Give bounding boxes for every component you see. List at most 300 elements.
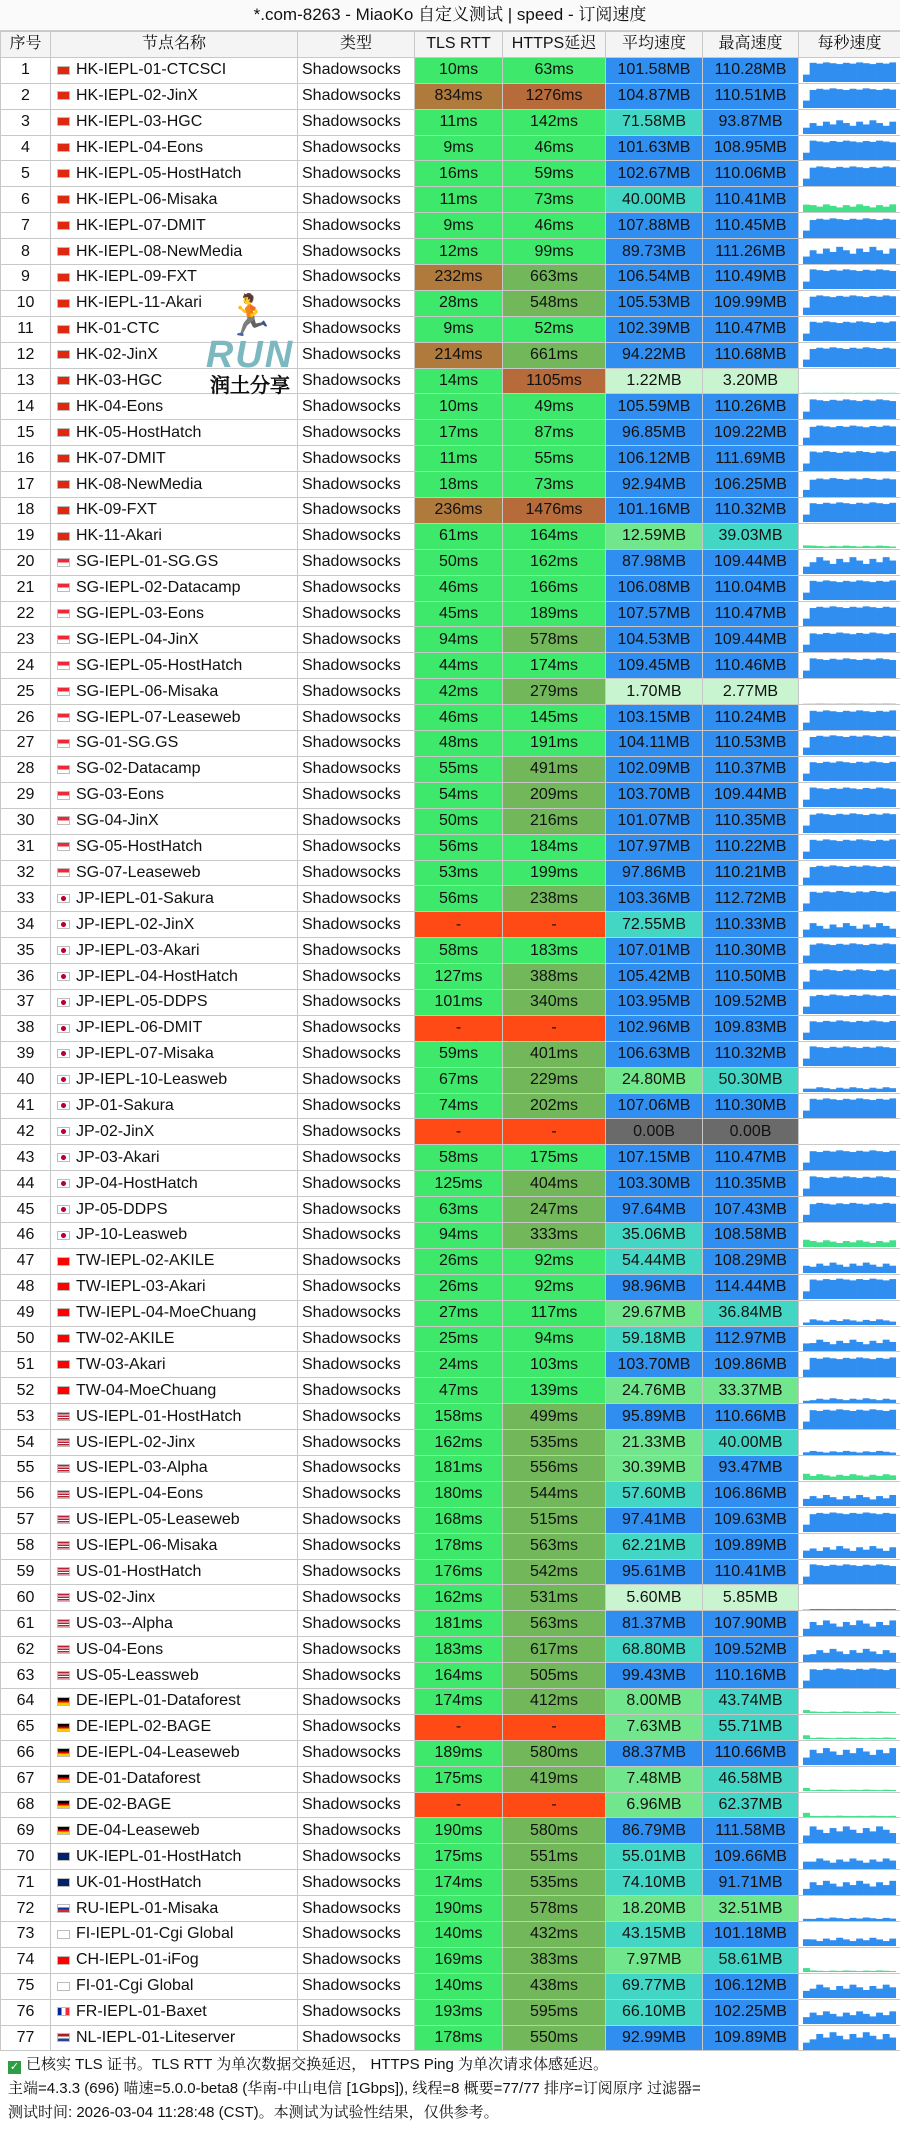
node-name: HK-IEPL-09-FXT bbox=[76, 268, 197, 286]
table-row[interactable] bbox=[1, 1844, 900, 1870]
table-row[interactable] bbox=[1, 1870, 900, 1896]
node-name: HK-09-FXT bbox=[76, 501, 157, 519]
sparkline-bar bbox=[843, 349, 850, 367]
jp-flag-icon bbox=[57, 1231, 70, 1240]
table-row[interactable] bbox=[1, 938, 900, 964]
avg-speed: 87.98MB bbox=[606, 549, 703, 575]
sparkline-bar bbox=[889, 1476, 896, 1481]
sparkline-bar bbox=[816, 1340, 823, 1351]
sparkline-bar bbox=[889, 1178, 896, 1196]
https-delay: 340ms bbox=[503, 989, 606, 1015]
table-row[interactable] bbox=[1, 342, 900, 368]
node-name: JP-05-DDPS bbox=[76, 1200, 168, 1218]
jp-flag-icon bbox=[57, 894, 70, 903]
sparkline-bar bbox=[889, 944, 896, 963]
table-row[interactable] bbox=[1, 290, 900, 316]
https-delay: 505ms bbox=[503, 1663, 606, 1689]
table-row[interactable] bbox=[1, 1818, 900, 1844]
sparkline-bar bbox=[850, 1917, 857, 1920]
sparkline-bar bbox=[823, 1476, 830, 1481]
sparkline-bar bbox=[876, 1654, 883, 1662]
tls-rtt: 56ms bbox=[415, 886, 503, 912]
hk-flag-icon bbox=[57, 350, 70, 359]
table-row[interactable] bbox=[1, 57, 900, 83]
sparkline-bar bbox=[883, 1281, 890, 1300]
table-row[interactable] bbox=[1, 1766, 900, 1792]
column-header-https-delay[interactable]: HTTPS延迟 bbox=[503, 32, 606, 58]
node-type: Shadowsocks bbox=[298, 290, 415, 316]
per-second-sparkline bbox=[799, 1818, 900, 1844]
table-row[interactable] bbox=[1, 1973, 900, 1999]
uk-flag-icon bbox=[57, 1878, 70, 1887]
table-row[interactable] bbox=[1, 161, 900, 187]
row-index: 35 bbox=[1, 938, 51, 964]
table-row[interactable] bbox=[1, 1740, 900, 1766]
max-speed: 109.89MB bbox=[703, 2025, 799, 2051]
avg-speed: 24.76MB bbox=[606, 1378, 703, 1404]
sparkline-bar bbox=[830, 452, 837, 471]
table-row[interactable] bbox=[1, 1637, 900, 1663]
node-name: JP-04-HostHatch bbox=[76, 1174, 198, 1192]
column-header-type[interactable]: 类型 bbox=[298, 32, 415, 58]
table-row[interactable] bbox=[1, 83, 900, 109]
row-index: 13 bbox=[1, 368, 51, 394]
sparkline-bar bbox=[850, 1243, 857, 1248]
sparkline-bar bbox=[803, 282, 810, 289]
max-speed: 110.50MB bbox=[703, 964, 799, 990]
sparkline-bar bbox=[816, 1281, 823, 1300]
avg-speed: 99.43MB bbox=[606, 1663, 703, 1689]
sparkline-bar bbox=[869, 1088, 876, 1092]
sparkline-bar bbox=[850, 1411, 857, 1429]
sparkline-bar bbox=[869, 1279, 876, 1299]
node-name: TW-02-AKILE bbox=[76, 1329, 175, 1347]
sparkline-chart bbox=[803, 1301, 896, 1325]
sparkline-bar bbox=[876, 1047, 883, 1067]
row-index: 26 bbox=[1, 705, 51, 731]
sparkline-bar bbox=[803, 1343, 810, 1351]
table-row[interactable] bbox=[1, 1352, 900, 1378]
tw-flag-icon bbox=[57, 1360, 70, 1369]
table-row[interactable] bbox=[1, 446, 900, 472]
sparkline-bar bbox=[869, 453, 876, 471]
sparkline-chart bbox=[803, 1897, 896, 1921]
table-row[interactable] bbox=[1, 601, 900, 627]
avg-speed: 29.67MB bbox=[606, 1300, 703, 1326]
table-row[interactable] bbox=[1, 679, 900, 705]
sparkline-bar bbox=[836, 426, 843, 445]
sparkline-bar bbox=[889, 1713, 896, 1714]
sparkline-bar bbox=[863, 1648, 870, 1661]
table-row[interactable] bbox=[1, 472, 900, 498]
sparkline-bar bbox=[823, 271, 830, 289]
sparkline-bar bbox=[889, 1048, 896, 1066]
sparkline-bar bbox=[850, 557, 857, 574]
https-delay: 491ms bbox=[503, 756, 606, 782]
table-row[interactable] bbox=[1, 1663, 900, 1689]
node-name-cell bbox=[51, 1248, 298, 1274]
avg-speed: 106.54MB bbox=[606, 265, 703, 291]
sparkline-chart bbox=[803, 1172, 896, 1196]
footer-line-config: 主端=4.3.3 (696) 喵速=5.0.0-beta8 (华南-中山电信 [1Gbps]), 线程=8 概要=77/77 排序=订阅原序 过滤器= bbox=[8, 2080, 701, 2098]
node-name-cell bbox=[51, 1766, 298, 1792]
hk-flag-icon bbox=[57, 506, 70, 515]
sparkline-bar bbox=[850, 505, 857, 523]
sparkline-bar bbox=[836, 120, 843, 134]
sparkline-bar bbox=[850, 814, 857, 834]
table-row[interactable] bbox=[1, 1792, 900, 1818]
table-row[interactable] bbox=[1, 1947, 900, 1973]
sparkline-bar bbox=[876, 788, 883, 807]
sparkline-bar bbox=[823, 90, 830, 108]
table-row[interactable] bbox=[1, 420, 900, 446]
avg-speed: 105.53MB bbox=[606, 290, 703, 316]
sparkline-bar bbox=[869, 1177, 876, 1195]
sparkline-bar bbox=[810, 840, 817, 859]
sparkline-bar bbox=[876, 1738, 883, 1739]
sparkline-bar bbox=[869, 1048, 876, 1066]
node-name: JP-IEPL-03-Akari bbox=[76, 941, 200, 959]
table-row[interactable] bbox=[1, 394, 900, 420]
sparkline-bar bbox=[856, 1652, 863, 1661]
column-header-max-speed[interactable]: 最高速度 bbox=[703, 32, 799, 58]
sparkline-bar bbox=[803, 1813, 810, 1817]
row-index: 1 bbox=[1, 57, 51, 83]
sparkline-bar bbox=[883, 1738, 890, 1739]
node-name-cell bbox=[51, 1119, 298, 1145]
row-index: 71 bbox=[1, 1870, 51, 1896]
table-row[interactable] bbox=[1, 1533, 900, 1559]
table-row[interactable] bbox=[1, 135, 900, 161]
table-row[interactable] bbox=[1, 1611, 900, 1637]
node-name: DE-01-Dataforest bbox=[76, 1770, 201, 1788]
logo-run-text: RUN bbox=[205, 334, 295, 376]
row-index: 56 bbox=[1, 1481, 51, 1507]
logo-cn-text: 润土分享 bbox=[210, 375, 290, 397]
sparkline-chart bbox=[803, 1146, 896, 1170]
sparkline-bar bbox=[856, 1566, 863, 1584]
sparkline-bar bbox=[816, 607, 823, 626]
tls-rtt: 28ms bbox=[415, 290, 503, 316]
sparkline-bar bbox=[830, 168, 837, 186]
sparkline-bar bbox=[836, 503, 843, 523]
sparkline-bar bbox=[876, 710, 883, 729]
node-name: SG-01-SG.GS bbox=[76, 734, 179, 752]
sparkline-bar bbox=[823, 1816, 830, 1817]
sparkline-bar bbox=[876, 270, 883, 290]
sparkline-bar bbox=[823, 1279, 830, 1299]
sparkline-bar bbox=[883, 253, 890, 263]
table-row[interactable] bbox=[1, 1404, 900, 1430]
table-row[interactable] bbox=[1, 316, 900, 342]
table-row[interactable] bbox=[1, 1559, 900, 1585]
sparkline-bar bbox=[883, 166, 890, 186]
row-index: 45 bbox=[1, 1197, 51, 1223]
sparkline-chart bbox=[803, 473, 896, 497]
sparkline-bar bbox=[830, 270, 837, 289]
column-header-per-second-speed[interactable]: 每秒速度 bbox=[799, 32, 900, 58]
table-row[interactable] bbox=[1, 1248, 900, 1274]
sparkline-chart bbox=[803, 1198, 896, 1222]
table-row[interactable] bbox=[1, 1896, 900, 1922]
sparkline-bar bbox=[803, 852, 810, 859]
table-row[interactable] bbox=[1, 731, 900, 757]
table-row[interactable] bbox=[1, 989, 900, 1015]
sparkline-bar bbox=[876, 867, 883, 885]
table-row[interactable] bbox=[1, 1689, 900, 1715]
https-delay: 92ms bbox=[503, 1274, 606, 1300]
sparkline-bar bbox=[803, 1089, 810, 1092]
table-row[interactable] bbox=[1, 1455, 900, 1481]
table-row[interactable] bbox=[1, 1999, 900, 2025]
table-row[interactable] bbox=[1, 756, 900, 782]
sparkline-bar bbox=[850, 995, 857, 1014]
table-row[interactable] bbox=[1, 1300, 900, 1326]
sparkline-bar bbox=[836, 246, 843, 263]
avg-speed: 103.70MB bbox=[606, 1352, 703, 1378]
sparkline-bar bbox=[823, 944, 830, 963]
table-row[interactable] bbox=[1, 109, 900, 135]
avg-speed: 105.59MB bbox=[606, 394, 703, 420]
max-speed: 110.06MB bbox=[703, 161, 799, 187]
https-delay: 189ms bbox=[503, 601, 606, 627]
jp-flag-icon bbox=[57, 1101, 70, 1110]
sparkline-bar bbox=[876, 1861, 883, 1868]
avg-speed: 98.96MB bbox=[606, 1274, 703, 1300]
sparkline-bar bbox=[869, 789, 876, 807]
tls-rtt: 178ms bbox=[415, 1533, 503, 1559]
sparkline-bar bbox=[823, 633, 830, 652]
sparkline-bar bbox=[863, 840, 870, 859]
table-row[interactable] bbox=[1, 498, 900, 524]
table-row[interactable] bbox=[1, 653, 900, 679]
table-row[interactable] bbox=[1, 187, 900, 213]
sparkline-bar bbox=[803, 1421, 810, 1428]
table-row[interactable] bbox=[1, 213, 900, 239]
sparkline-bar bbox=[836, 582, 843, 600]
table-row[interactable] bbox=[1, 1197, 900, 1223]
sparkline-bar bbox=[803, 463, 810, 470]
sparkline-bar bbox=[856, 969, 863, 989]
sparkline-bar bbox=[843, 141, 850, 160]
sparkline-bar bbox=[836, 401, 843, 419]
table-row[interactable] bbox=[1, 1585, 900, 1611]
row-index: 65 bbox=[1, 1714, 51, 1740]
node-name: HK-IEPL-11-Akari bbox=[76, 294, 202, 312]
https-delay: 404ms bbox=[503, 1171, 606, 1197]
table-row[interactable] bbox=[1, 782, 900, 808]
table-row[interactable] bbox=[1, 1145, 900, 1171]
table-row[interactable] bbox=[1, 964, 900, 990]
de-flag-icon bbox=[57, 1800, 70, 1809]
tls-rtt: 59ms bbox=[415, 1041, 503, 1067]
sparkline-bar bbox=[843, 608, 850, 626]
sparkline-bar bbox=[850, 1202, 857, 1221]
sparkline-bar bbox=[863, 1712, 870, 1713]
sparkline-bar bbox=[869, 142, 876, 160]
table-row[interactable] bbox=[1, 1326, 900, 1352]
per-second-sparkline bbox=[799, 601, 900, 627]
https-delay: 595ms bbox=[503, 1999, 606, 2025]
tls-rtt: - bbox=[415, 1792, 503, 1818]
sparkline-bar bbox=[830, 763, 837, 781]
sparkline-bar bbox=[863, 1176, 870, 1195]
table-row[interactable] bbox=[1, 1714, 900, 1740]
tls-rtt: 48ms bbox=[415, 731, 503, 757]
sparkline-bar bbox=[850, 1650, 857, 1662]
table-row[interactable] bbox=[1, 1015, 900, 1041]
sparkline-bar bbox=[843, 944, 850, 962]
sparkline-bar bbox=[863, 1862, 870, 1868]
avg-speed: 62.21MB bbox=[606, 1533, 703, 1559]
row-index: 62 bbox=[1, 1637, 51, 1663]
table-row[interactable] bbox=[1, 1222, 900, 1248]
table-row[interactable] bbox=[1, 368, 900, 394]
table-row[interactable] bbox=[1, 834, 900, 860]
sparkline-bar bbox=[816, 1625, 823, 1636]
per-second-sparkline bbox=[799, 1714, 900, 1740]
max-speed: 108.58MB bbox=[703, 1222, 799, 1248]
sparkline-bar bbox=[863, 1609, 870, 1610]
table-row[interactable] bbox=[1, 523, 900, 549]
sparkline-bar bbox=[863, 1344, 870, 1351]
sparkline-bar bbox=[836, 1359, 843, 1377]
table-row[interactable] bbox=[1, 2025, 900, 2051]
max-speed: 111.69MB bbox=[703, 446, 799, 472]
column-header-avg-speed[interactable]: 平均速度 bbox=[606, 32, 703, 58]
tls-rtt: 11ms bbox=[415, 446, 503, 472]
node-name: SG-04-JinX bbox=[76, 812, 159, 830]
avg-speed: 102.96MB bbox=[606, 1015, 703, 1041]
sparkline-bar bbox=[836, 1452, 843, 1455]
row-index: 22 bbox=[1, 601, 51, 627]
sparkline-bar bbox=[816, 1885, 823, 1895]
https-delay: 46ms bbox=[503, 213, 606, 239]
table-row[interactable] bbox=[1, 1093, 900, 1119]
row-index: 36 bbox=[1, 964, 51, 990]
sparkline-bar bbox=[856, 996, 863, 1014]
sparkline-bar bbox=[836, 1088, 843, 1092]
max-speed: 2.77MB bbox=[703, 679, 799, 705]
sparkline-bar bbox=[883, 1917, 890, 1920]
column-header-tls-rtt[interactable]: TLS RTT bbox=[415, 32, 503, 58]
table-row[interactable] bbox=[1, 265, 900, 291]
https-delay: 63ms bbox=[503, 57, 606, 83]
sparkline-bar bbox=[856, 90, 863, 108]
node-name-cell bbox=[51, 1507, 298, 1533]
max-speed: 107.43MB bbox=[703, 1197, 799, 1223]
per-second-sparkline bbox=[799, 808, 900, 834]
sparkline-bar bbox=[850, 1340, 857, 1351]
tls-rtt: 190ms bbox=[415, 1896, 503, 1922]
sparkline-bar bbox=[883, 2015, 890, 2024]
table-row[interactable] bbox=[1, 886, 900, 912]
row-index: 9 bbox=[1, 265, 51, 291]
table-row[interactable] bbox=[1, 808, 900, 834]
sparkline-bar bbox=[876, 892, 883, 911]
table-row[interactable] bbox=[1, 860, 900, 886]
sparkline-chart bbox=[803, 602, 896, 626]
table-row[interactable] bbox=[1, 1067, 900, 1093]
column-header-node-name[interactable]: 节点名称 bbox=[51, 32, 298, 58]
column-header-index[interactable]: 序号 bbox=[1, 32, 51, 58]
https-delay: 548ms bbox=[503, 290, 606, 316]
us-flag-icon bbox=[57, 1645, 70, 1654]
sparkline-chart bbox=[803, 1664, 896, 1688]
tls-rtt: 16ms bbox=[415, 161, 503, 187]
sparkline-bar bbox=[856, 1790, 863, 1791]
row-index: 60 bbox=[1, 1585, 51, 1611]
node-name-cell bbox=[51, 472, 298, 498]
max-speed: 109.44MB bbox=[703, 782, 799, 808]
table-row[interactable] bbox=[1, 1274, 900, 1300]
sparkline-bar bbox=[883, 1513, 890, 1532]
sparkline-bar bbox=[843, 1790, 850, 1791]
table-row[interactable] bbox=[1, 549, 900, 575]
table-row[interactable] bbox=[1, 1119, 900, 1145]
sparkline-bar bbox=[830, 581, 837, 600]
sparkline-bar bbox=[863, 1941, 870, 1947]
sparkline-bar bbox=[869, 1399, 876, 1403]
node-name: SG-IEPL-02-Datacamp bbox=[76, 579, 241, 597]
sparkline-bar bbox=[850, 1816, 857, 1817]
sparkline-bar bbox=[856, 322, 863, 342]
sparkline-chart bbox=[803, 1871, 896, 1895]
table-row[interactable] bbox=[1, 1041, 900, 1067]
sparkline-bar bbox=[843, 1622, 850, 1636]
table-row[interactable] bbox=[1, 912, 900, 938]
sparkline-bar bbox=[856, 1816, 863, 1817]
node-name: JP-IEPL-06-DMIT bbox=[76, 1019, 203, 1037]
sparkline-bar bbox=[823, 1151, 830, 1170]
https-delay: 401ms bbox=[503, 1041, 606, 1067]
sparkline-bar bbox=[816, 1087, 823, 1092]
footer-line-tls bbox=[8, 2053, 892, 2077]
table-row[interactable] bbox=[1, 575, 900, 601]
sparkline-bar bbox=[830, 1022, 837, 1040]
avg-speed: 40.00MB bbox=[606, 187, 703, 213]
node-name: JP-02-JinX bbox=[76, 1122, 155, 1140]
per-second-sparkline bbox=[799, 213, 900, 239]
table-row[interactable] bbox=[1, 1430, 900, 1456]
table-row[interactable] bbox=[1, 1171, 900, 1197]
sparkline-bar bbox=[850, 659, 857, 678]
table-row[interactable] bbox=[1, 1507, 900, 1533]
sparkline-bar bbox=[810, 205, 817, 212]
sparkline-bar bbox=[836, 142, 843, 160]
sparkline-bar bbox=[850, 1858, 857, 1869]
node-name-cell bbox=[51, 1430, 298, 1456]
node-type: Shadowsocks bbox=[298, 57, 415, 83]
table-row[interactable] bbox=[1, 239, 900, 265]
table-row[interactable] bbox=[1, 705, 900, 731]
table-row[interactable] bbox=[1, 1922, 900, 1948]
sparkline-bar bbox=[889, 561, 896, 574]
table-row[interactable] bbox=[1, 627, 900, 653]
sparkline-bar bbox=[816, 478, 823, 497]
per-second-sparkline bbox=[799, 161, 900, 187]
avg-speed: 74.10MB bbox=[606, 1870, 703, 1896]
table-row[interactable] bbox=[1, 1481, 900, 1507]
sparkline-bar bbox=[830, 1565, 837, 1584]
sparkline-bar bbox=[876, 1940, 883, 1947]
sparkline-bar bbox=[863, 892, 870, 911]
sparkline-bar bbox=[810, 297, 817, 315]
sparkline-chart bbox=[803, 1819, 896, 1843]
sparkline-bar bbox=[850, 126, 857, 134]
table-row[interactable] bbox=[1, 1378, 900, 1404]
sparkline-bar bbox=[810, 867, 817, 885]
